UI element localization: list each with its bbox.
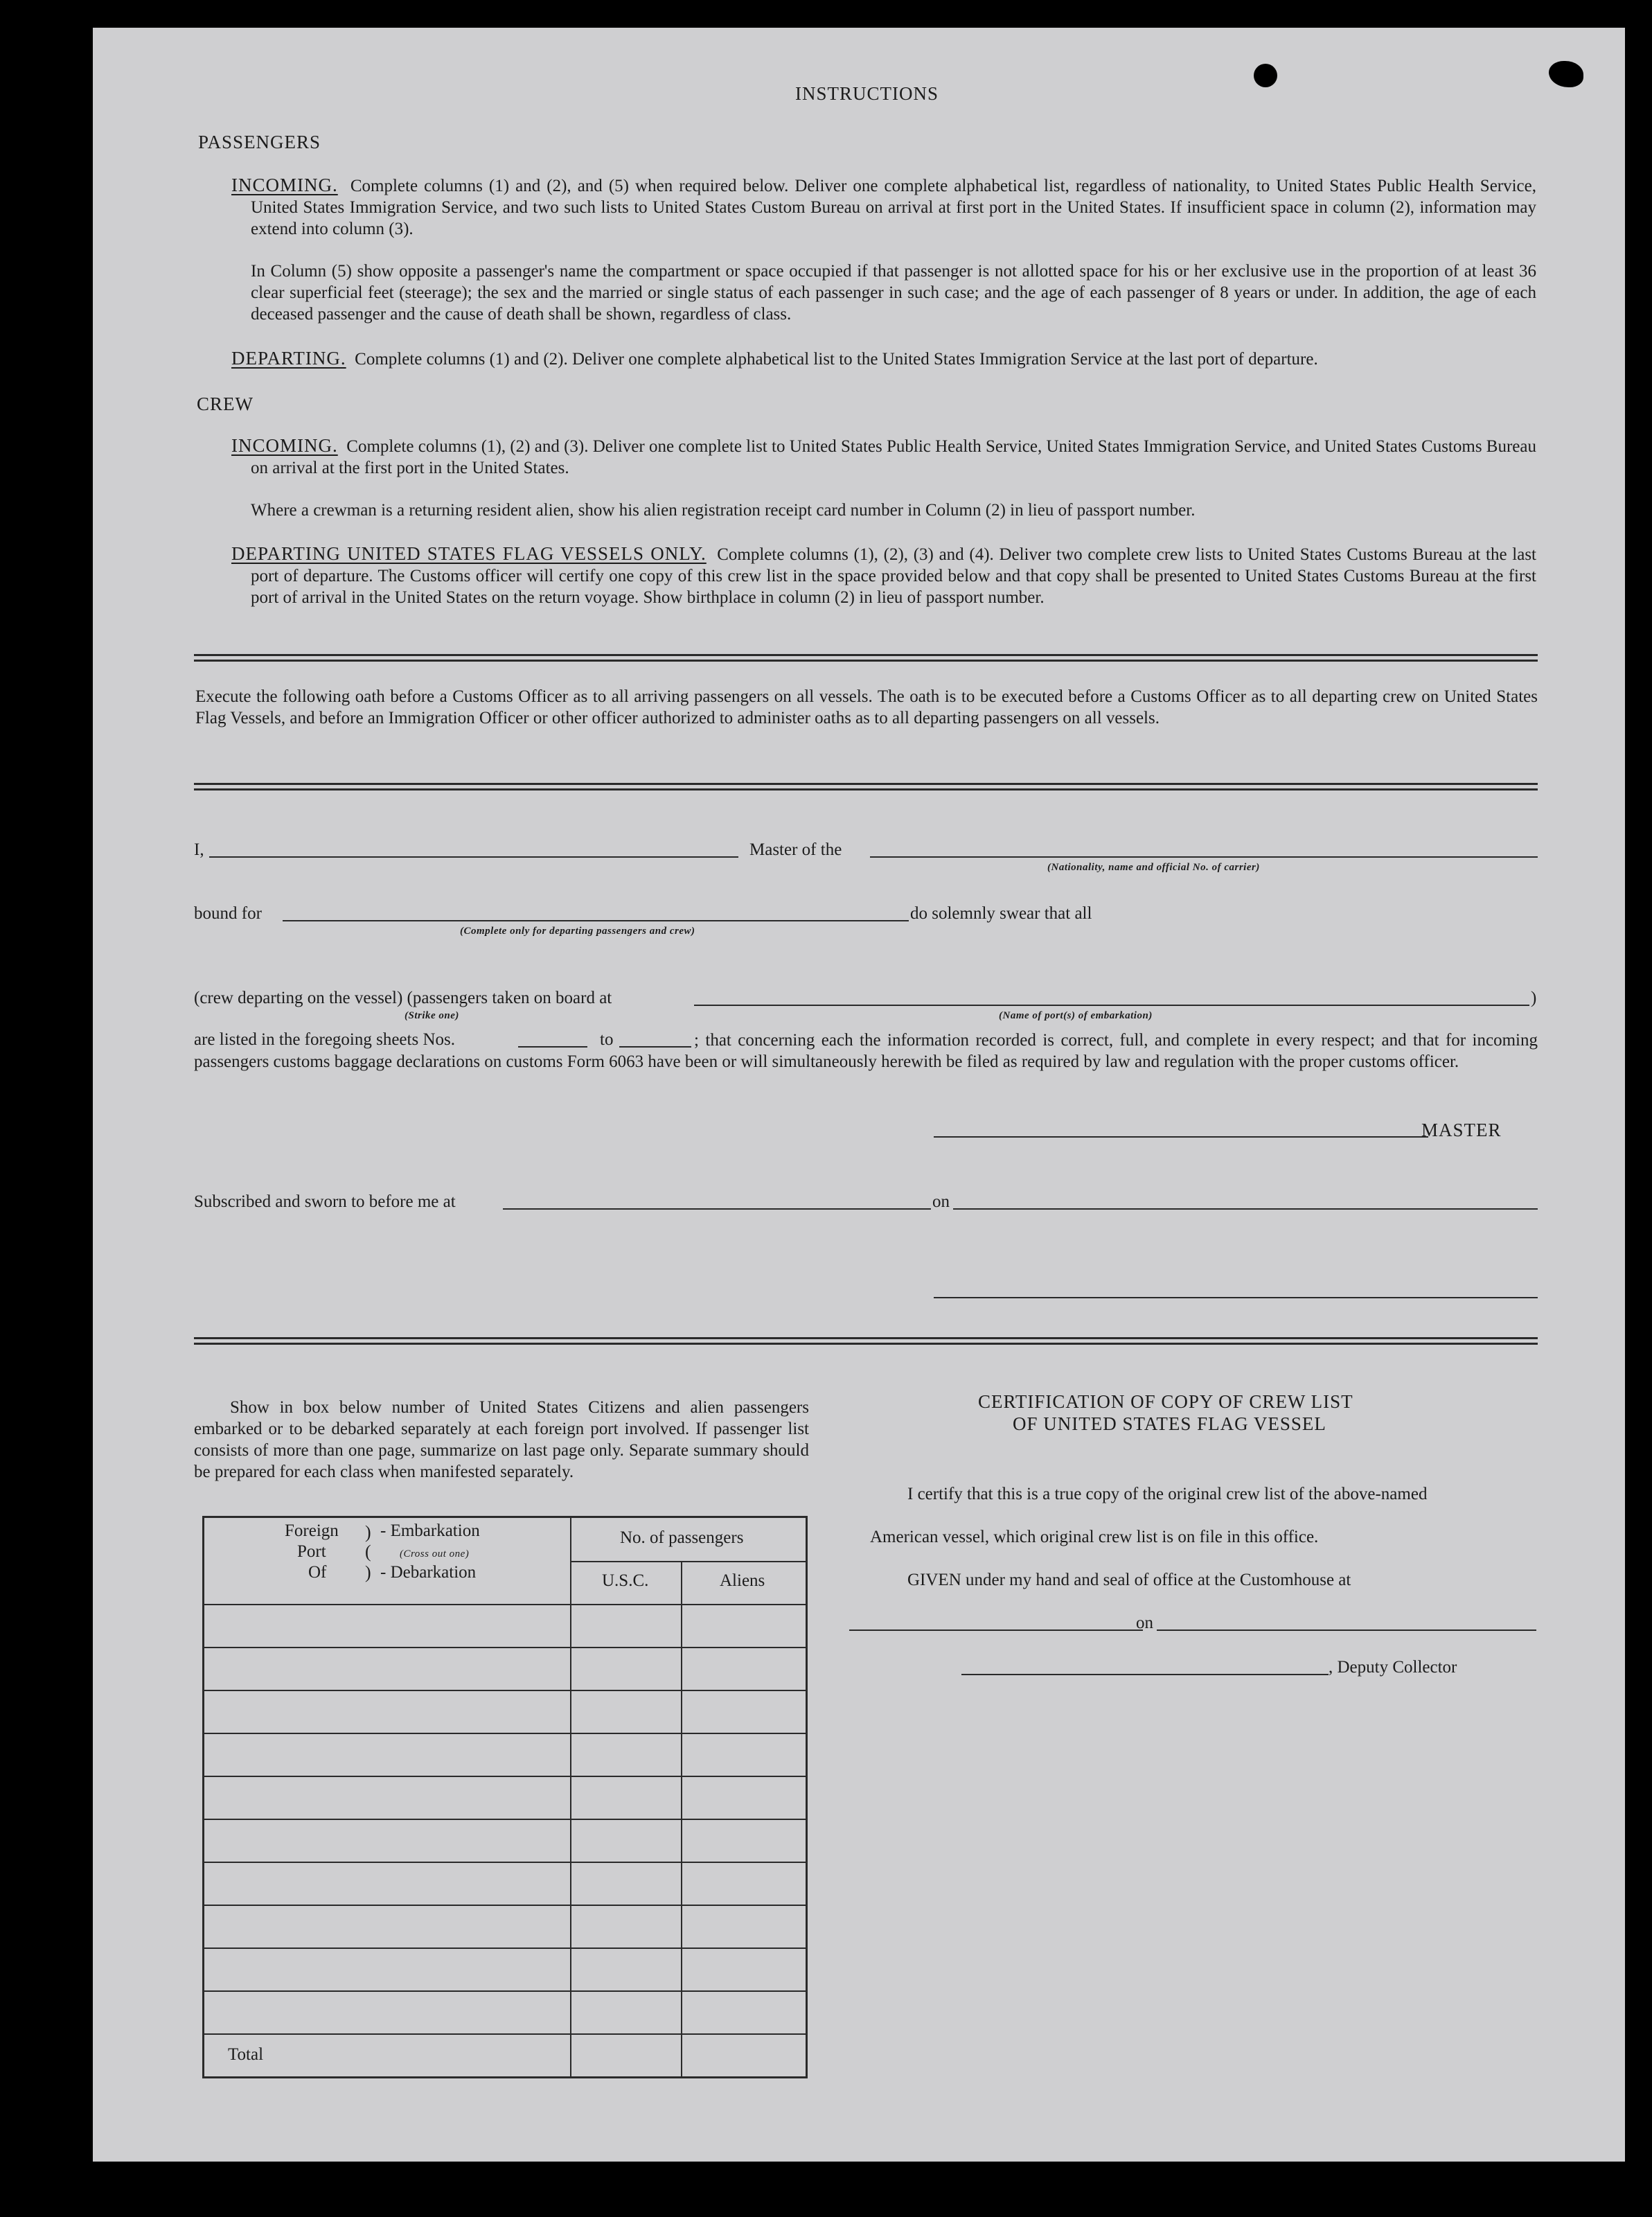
table-row [204, 1647, 806, 1648]
passengers-incoming-paragraph [231, 175, 1537, 240]
passengers-departing-text: Complete columns (1) and (2). Deliver one complete alphabetical list to the United States Immigration Service at the last port of departure. [355, 350, 1318, 369]
table-col-divider [570, 1518, 571, 2076]
crew-incoming-label: INCOMING. [231, 435, 338, 456]
certification-title-2: OF UNITED STATES FLAG VESSEL [1013, 1413, 1326, 1434]
complete-only-note: (Complete only for departing passengers and crew) [460, 926, 695, 937]
section-divider [194, 1337, 1538, 1345]
table-row-divider [570, 1561, 806, 1562]
oath-i-label: I, [194, 840, 204, 859]
crew-incoming-text: Complete columns (1), (2) and (3). Deliver one complete list to United States Public Health Service, United States Immigration Service, and United States Customs Bureau on arrival at the first port in the United States. [251, 437, 1536, 477]
master-signature-line[interactable] [934, 1136, 1428, 1138]
punch-hole [1254, 64, 1277, 87]
header-port: Port [297, 1542, 326, 1561]
crew-departing-label: DEPARTING UNITED STATES FLAG VESSELS ONLY. [231, 543, 707, 564]
bound-for-line[interactable] [283, 920, 909, 921]
carrier-line[interactable] [870, 856, 1538, 858]
header-aliens: Aliens [720, 1571, 765, 1590]
header-embarkation: - Embarkation [380, 1521, 480, 1540]
passengers-incoming-text: Complete columns (1) and (2), and (5) when required below. Deliver one complete alphabetical list, regardless of nationality, to United States Public Health Service, United States Immigration Service, and two such lists to United States Custom Bureau on arrival at first port in the United States. If insufficient space in column (2), information may extend into column (3). [251, 177, 1537, 238]
given-text: GIVEN under my hand and seal of office at the Customhouse at [907, 1571, 1351, 1589]
header-foreign: Foreign [285, 1521, 339, 1540]
crew-departing-text: (crew departing on the vessel) (passengers taken on board at [194, 989, 612, 1007]
deputy-collector-label: , Deputy Collector [1329, 1658, 1457, 1677]
column5-paragraph: In Column (5) show opposite a passenger's name the compartment or space occupied if that passenger is not allotted space for his or her exclusive use in the proportion of at least 36 clear superficial feet (steerage); the sex and the married or single status of each passenger in such case; and the age of each passenger of 8 years or under. In addition, the age of each deceased passenger and the cause of death shall be shown, regardless of class. [251, 262, 1536, 324]
table-row [204, 1947, 806, 1949]
passengers-departing-paragraph [231, 348, 1536, 370]
officer-signature-line[interactable] [934, 1297, 1538, 1298]
table-row [204, 2033, 806, 2035]
table-row [204, 1776, 806, 1777]
table-row [204, 1733, 806, 1734]
certification-date-line[interactable] [1157, 1629, 1536, 1631]
table-row-divider [204, 1604, 806, 1605]
subscribed-place-line[interactable] [503, 1208, 931, 1210]
customhouse-place-line[interactable] [849, 1629, 1143, 1631]
name-of-port-note: (Name of port(s) of embarkation) [999, 1010, 1153, 1021]
port-of-embarkation-line[interactable] [694, 1005, 1529, 1006]
oath-instructions: Execute the following oath before a Customs Officer as to all arriving passengers on all vessels. The oath is to be executed before a Customs Officer as to all departing crew on United States Flag Vessels, and before an Immigration Officer or other officer authorized to administer oaths as to all departing passengers on all vessels. [195, 687, 1538, 727]
total-label: Total [228, 2045, 264, 2064]
table-row [204, 1819, 806, 1820]
header-debarkation: - Debarkation [380, 1563, 477, 1582]
passenger-summary-table [202, 1516, 808, 2078]
brace-bottom: ) [365, 1562, 371, 1582]
header-of: Of [308, 1563, 327, 1582]
passengers-heading: PASSENGERS [198, 132, 321, 152]
table-row [204, 1990, 806, 1992]
passengers-incoming-label: INCOMING. [231, 175, 338, 195]
to-label: to [600, 1030, 614, 1049]
brace-mid: ( [365, 1542, 371, 1562]
certify-text-2: American vessel, which original crew list is on file in this office. [870, 1528, 1319, 1546]
certify-text-1: I certify that this is a true copy of the original crew list of the above-named [907, 1485, 1428, 1503]
bound-for-label: bound for [194, 904, 262, 923]
listed-in-label: are listed in the foregoing sheets Nos. [194, 1030, 455, 1049]
strike-one-note: (Strike one) [405, 1010, 459, 1021]
header-usc: U.S.C. [602, 1571, 649, 1590]
table-row [204, 1905, 806, 1906]
crew-departing-paragraph [231, 543, 1537, 608]
close-paren: ) [1531, 989, 1537, 1007]
section-divider [194, 783, 1538, 790]
deputy-signature-line[interactable] [961, 1674, 1329, 1675]
brace-top: ) [365, 1522, 371, 1542]
crew-heading: CREW [197, 394, 254, 414]
page-title: INSTRUCTIONS [795, 83, 939, 104]
subscribed-on-label: on [932, 1192, 950, 1211]
certification-title-1: CERTIFICATION OF COPY OF CREW LIST [978, 1391, 1353, 1412]
punch-hole [1549, 61, 1583, 87]
subscribed-label: Subscribed and sworn to before me at [194, 1192, 456, 1211]
passengers-departing-label: DEPARTING. [231, 348, 346, 369]
master-name-line[interactable] [209, 856, 738, 858]
crew-alien-text: Where a crewman is a returning resident alien, show his alien registration receipt card number in Column (2) in lieu of passport number. [251, 501, 1196, 520]
table-row [204, 1690, 806, 1691]
nationality-note: (Nationality, name and official No. of carrier) [1047, 862, 1260, 873]
header-cross-out: (Cross out one) [400, 1548, 470, 1560]
table-row [204, 1862, 806, 1863]
crew-incoming-paragraph [231, 435, 1536, 479]
header-no-passengers: No. of passengers [620, 1528, 744, 1547]
master-label: MASTER [1421, 1120, 1502, 1140]
certification-on-label: on [1136, 1614, 1153, 1632]
solemnly-swear-text: do solemnly swear that all [910, 904, 1092, 923]
crew-departing-text: Complete columns (1), (2), (3) and (4). Deliver two complete crew lists to United States Customs Bureau at the last port of departure. The Customs officer will certify one copy of this crew list in the space provided below and that copy shall be presented to United States Customs Bureau at the first port of arrival in the United States on the return voyage. Show birthplace in column (2) in lieu of passport number. [251, 545, 1537, 607]
subscribed-date-line[interactable] [953, 1208, 1538, 1210]
document-page [93, 28, 1625, 2162]
summary-instructions: Show in box below number of United States Citizens and alien passengers embarked or to be debarked separately at each foreign port involved. If passenger list consists of more than one page, summarize on last page only. Separate summary should be prepared for each class when manifested separately. [194, 1398, 809, 1481]
section-divider [194, 654, 1538, 662]
listed-rest-text: ; that concerning each the information recorded is correct, full, and complete in every respect; and that for incoming passengers customs baggage declarations on customs Form 6063 have been or will simultaneously herewith be filed as required by law and regulation with the proper customs officer. [194, 1031, 1538, 1071]
master-of-the-label: Master of the [749, 840, 842, 859]
